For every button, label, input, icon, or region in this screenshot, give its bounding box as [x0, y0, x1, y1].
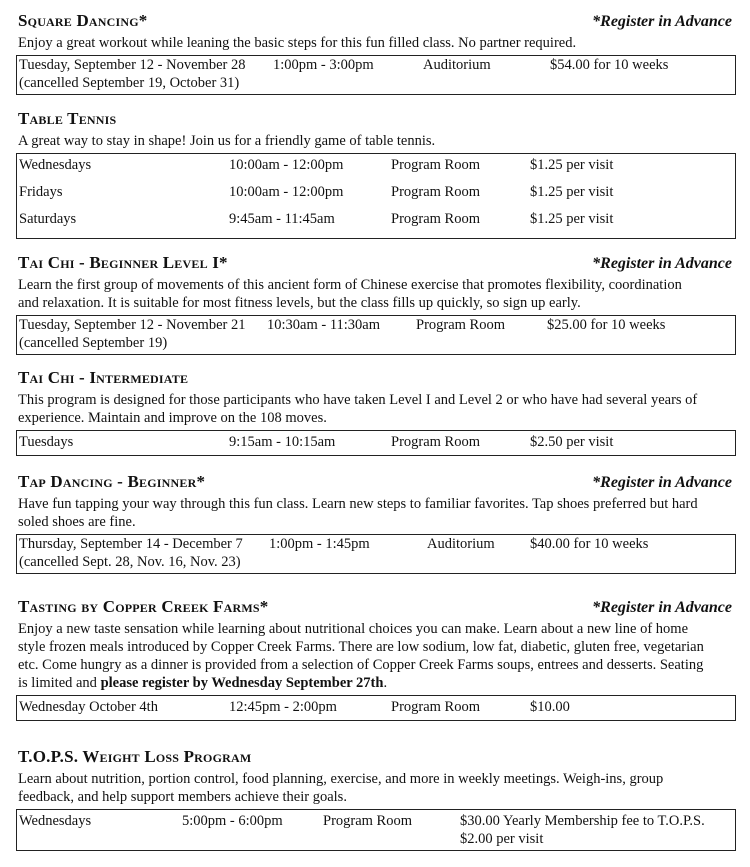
section-description: soled shoes are fine.: [18, 514, 136, 530]
schedule-row: [17, 535, 735, 553]
schedule-row: [17, 433, 735, 451]
section-table-tennis: [16, 110, 736, 239]
schedule-row: [17, 156, 735, 174]
schedule-time: 9:15am - 10:15am: [229, 434, 336, 450]
register-notice: *Register in Advance: [592, 474, 732, 491]
schedule-time: 5:00pm - 6:00pm: [182, 813, 283, 829]
schedule-location: Program Room: [391, 699, 481, 715]
schedule-time: 10:30am - 11:30am: [267, 317, 381, 333]
schedule-days: Tuesdays: [19, 434, 74, 450]
schedule-row: [17, 316, 735, 334]
section-square-dancing: [16, 12, 736, 95]
cancellation-note: (cancelled Sept. 28, Nov. 16, Nov. 23): [19, 554, 241, 570]
section-title: Tap Dancing - Beginner*: [18, 472, 206, 491]
schedule-location: Program Room: [391, 211, 481, 227]
schedule-row: [17, 812, 735, 830]
section-description: style frozen meals introduced by Copper Creek Farms. There are low sodium, low fat, diabetic, gluten free, vegetarian: [18, 639, 704, 655]
schedule-days: Tuesday, September 12 - November 21: [19, 317, 246, 333]
section-title: Table Tennis: [18, 109, 117, 128]
schedule-price-visit: $2.00 per visit: [460, 831, 544, 847]
schedule-row-extra: [17, 830, 735, 848]
schedule-days: Thursday, September 14 - December 7: [19, 536, 243, 552]
section-title: Square Dancing*: [18, 11, 148, 30]
schedule-time: 1:00pm - 3:00pm: [273, 57, 374, 73]
schedule-days: Saturdays: [19, 211, 77, 227]
schedule-location: Auditorium: [427, 536, 495, 552]
schedule-price: $1.25 per visit: [530, 211, 614, 227]
section-description: This program is designed for those participants who have taken Level I and Level 2 or who have had several years of: [18, 392, 698, 408]
schedule-time: 1:00pm - 1:45pm: [269, 536, 370, 552]
section-description-last: [16, 674, 736, 692]
schedule-row: [17, 183, 735, 201]
cancellation-note: (cancelled September 19): [19, 335, 168, 351]
section-description: Enjoy a new taste sensation while learning about nutritional choices you can make. Learn about a new line of home: [18, 621, 689, 637]
schedule-box: [16, 430, 736, 456]
section-tops-weight-loss: [16, 748, 736, 851]
schedule-price: $2.50 per visit: [530, 434, 614, 450]
section-tap-dancing: [16, 473, 736, 574]
section-tai-chi-beginner: [16, 254, 736, 355]
section-title: Tasting by Copper Creek Farms*: [18, 597, 269, 616]
section-description: Have fun tapping your way through this fun class. Learn new steps to familiar favorites. Tap shoes preferred but hard: [18, 496, 698, 512]
register-notice: *Register in Advance: [592, 13, 732, 30]
schedule-days: Wednesday October 4th: [19, 699, 158, 715]
schedule-row: [17, 56, 735, 74]
schedule-price: $30.00 Yearly Membership fee to T.O.P.S.: [460, 813, 705, 829]
schedule-location: Program Room: [416, 317, 506, 333]
schedule-location: Program Room: [391, 157, 481, 173]
section-description: Learn the first group of movements of this ancient form of Chinese exercise that promotes flexibility, coordination: [18, 277, 682, 293]
schedule-days: Wednesdays: [19, 813, 92, 829]
schedule-price: $54.00 for 10 weeks: [550, 57, 669, 73]
schedule-days: Wednesdays: [19, 157, 92, 173]
section-description: etc. Come hungry as a dinner is provided from a selection of Copper Creek Farms soups, entrees and desserts. Seating: [18, 657, 704, 673]
section-description: Learn about nutrition, portion control, food planning, exercise, and more in weekly meetings. Weigh-ins, group: [18, 771, 664, 787]
schedule-price: $1.25 per visit: [530, 157, 614, 173]
schedule-box: [16, 809, 736, 851]
schedule-location: Program Room: [323, 813, 413, 829]
section-description: feedback, and help support members achieve their goals.: [18, 789, 347, 805]
schedule-box: [16, 55, 736, 95]
schedule-time: 10:00am - 12:00pm: [229, 157, 344, 173]
schedule-box: [16, 695, 736, 721]
schedule-days: Fridays: [19, 184, 63, 200]
section-tasting-copper-creek: [16, 598, 736, 721]
section-description: Enjoy a great workout while leaning the basic steps for this fun filled class. No partner required.: [18, 35, 577, 51]
schedule-price: $1.25 per visit: [530, 184, 614, 200]
schedule-location: Program Room: [391, 184, 481, 200]
registration-deadline: please register by Wednesday September 27th: [100, 675, 384, 691]
schedule-row: [17, 210, 735, 228]
register-notice: *Register in Advance: [592, 255, 732, 272]
schedule-location: Auditorium: [423, 57, 491, 73]
section-description: A great way to stay in shape! Join us for a friendly game of table tennis.: [18, 133, 436, 149]
schedule-time: 10:00am - 12:00pm: [229, 184, 344, 200]
schedule-time: 12:45pm - 2:00pm: [229, 699, 337, 715]
description-period: .: [383, 675, 388, 691]
section-title: T.O.P.S. Weight Loss Program: [18, 747, 252, 766]
schedule-price: $25.00 for 10 weeks: [547, 317, 666, 333]
schedule-location: Program Room: [391, 434, 481, 450]
schedule-box: [16, 315, 736, 355]
schedule-box: [16, 534, 736, 574]
schedule-days: Tuesday, September 12 - November 28: [19, 57, 246, 73]
section-title: Tai Chi - Intermediate: [18, 368, 189, 387]
schedule-row: [17, 698, 735, 716]
schedule-time: 9:45am - 11:45am: [229, 211, 335, 227]
cancellation-note: (cancelled September 19, October 31): [19, 75, 240, 91]
schedule-price: $10.00: [530, 699, 570, 715]
section-description: and relaxation. It is suitable for most fitness levels, but the class fills up quickly, so sign up early.: [18, 295, 581, 311]
section-description: experience. Maintain and improve on the 108 moves.: [18, 410, 327, 426]
register-notice: *Register in Advance: [592, 599, 732, 616]
schedule-box: [16, 153, 736, 239]
section-tai-chi-intermediate: [16, 369, 736, 456]
section-title: Tai Chi - Beginner Level I*: [18, 253, 228, 272]
description-text: is limited and: [18, 675, 101, 691]
schedule-price: $40.00 for 10 weeks: [530, 536, 649, 552]
